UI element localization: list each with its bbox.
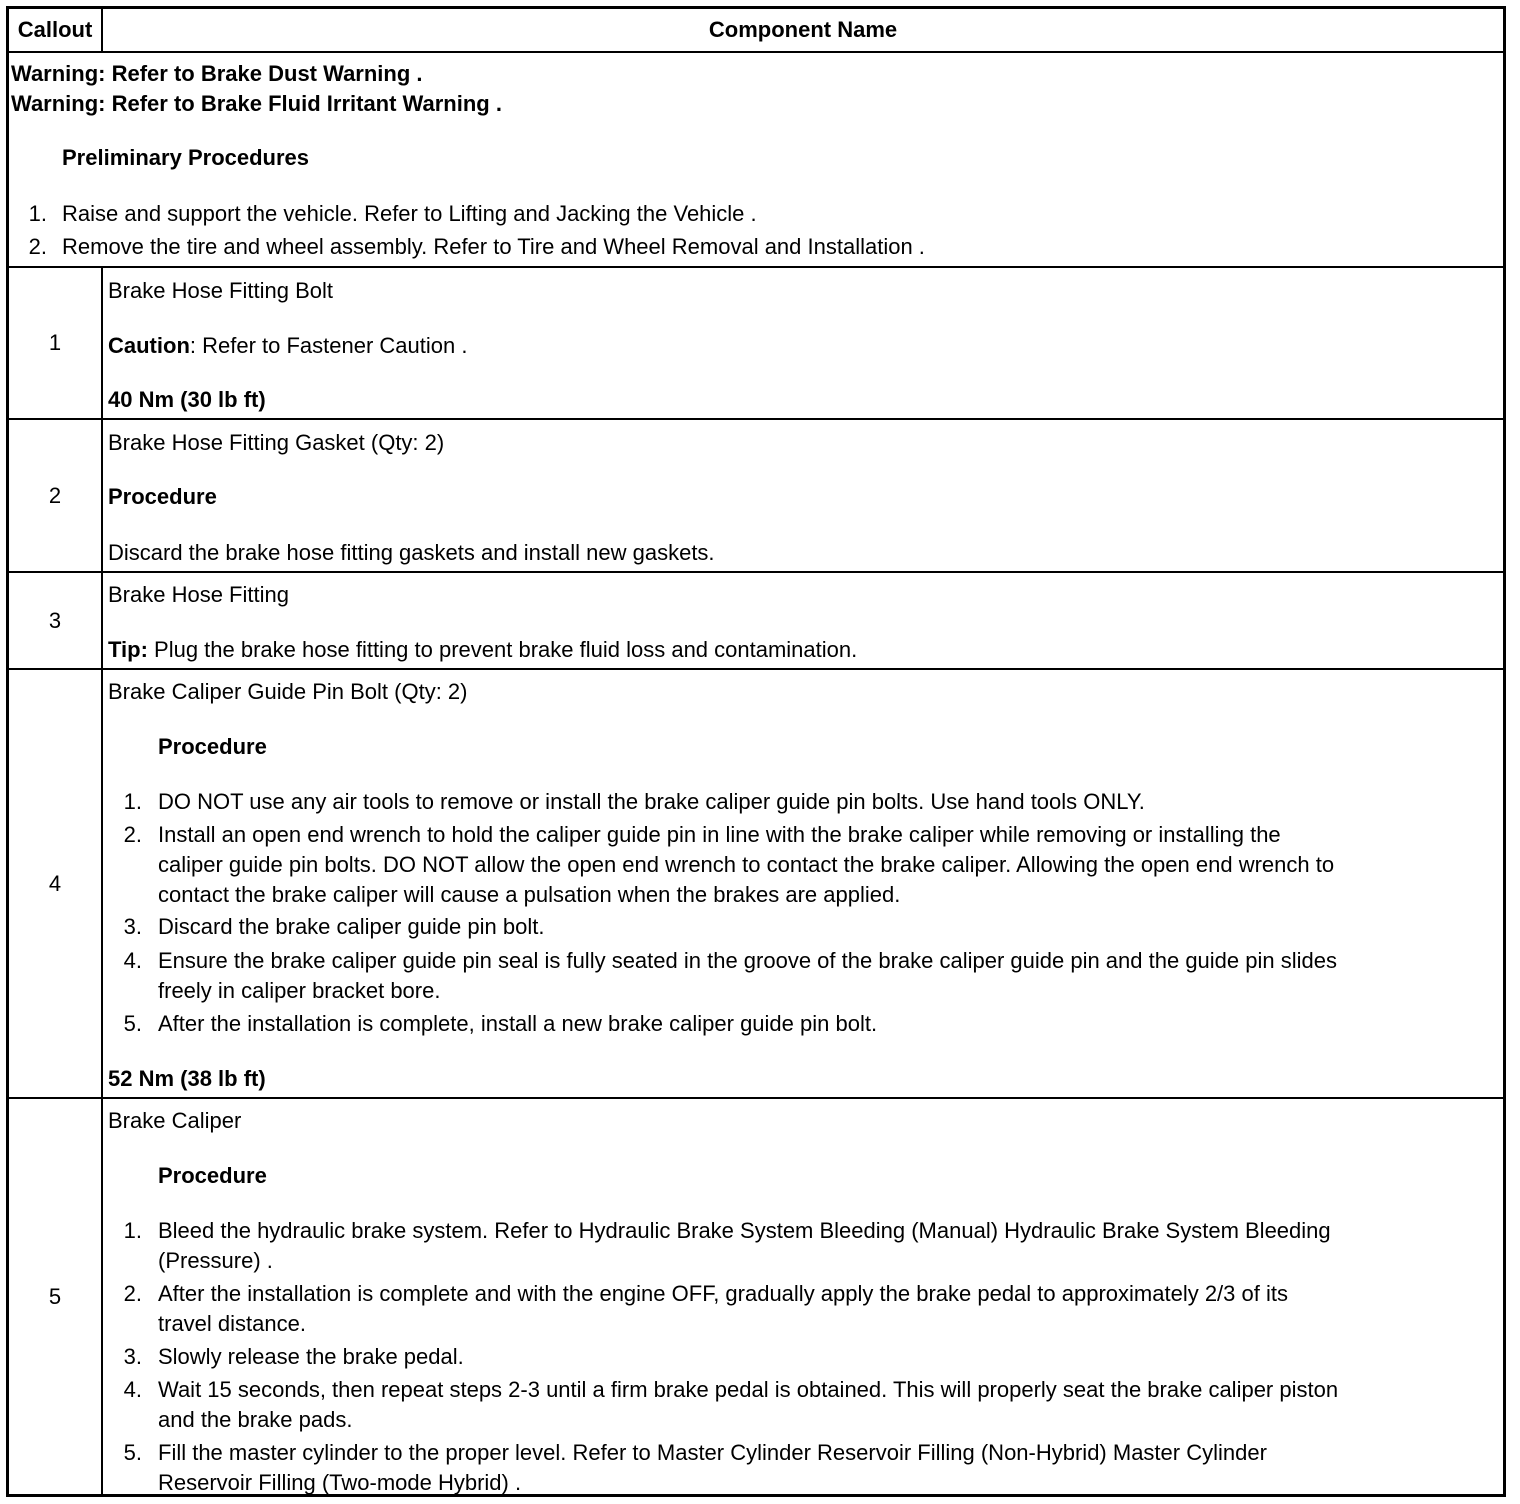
step-number: 4. <box>123 948 142 973</box>
tip-label: Tip: <box>108 637 148 662</box>
step-text: travel distance. <box>158 1311 306 1336</box>
prelim-step-2-text: Remove the tire and wheel assembly. Refer to Tire and Wheel Removal and Installation . <box>62 234 925 259</box>
step-text: Install an open end wrench to hold the caliper guide pin in line with the brake caliper while removing or installing the <box>158 822 1281 847</box>
component-name: Brake Hose Fitting Bolt <box>108 278 333 303</box>
step-number: 5. <box>123 1011 142 1036</box>
step-number: 2. <box>123 822 142 847</box>
torque-spec: 52 Nm (38 lb ft) <box>108 1066 266 1091</box>
step-number: 2. <box>123 1281 142 1306</box>
callout-cell <box>9 670 103 1097</box>
step-text: freely in caliper bracket bore. <box>158 978 441 1003</box>
step-number: 1. <box>123 1218 142 1243</box>
step-text: caliper guide pin bolts. DO NOT allow the open end wrench to contact the brake caliper. Allowing the open end wrench to <box>158 852 1335 877</box>
caution-line <box>108 333 467 359</box>
caution-label: Caution <box>108 333 190 358</box>
callout-number: 1 <box>48 330 62 355</box>
step-text: After the installation is complete and with the engine OFF, gradually apply the brake pedal to approximately 2/3 of its <box>158 1281 1288 1306</box>
component-table <box>6 6 1506 1497</box>
step-number: 5. <box>123 1440 142 1465</box>
component-name: Brake Hose Fitting Gasket (Qty: 2) <box>108 430 445 455</box>
step-text: Bleed the hydraulic brake system. Refer to Hydraulic Brake System Bleeding (Manual) Hydraulic Brake System Bleeding <box>158 1218 1331 1243</box>
step-text: Fill the master cylinder to the proper level. Refer to Master Cylinder Reservoir Filling (Non-Hybrid) Master Cylinder <box>158 1440 1267 1465</box>
step-text: Ensure the brake caliper guide pin seal is fully seated in the groove of the brake caliper guide pin and the guide pin slides <box>158 948 1337 973</box>
step-text: Wait 15 seconds, then repeat steps 2-3 until a firm brake pedal is obtained. This will properly seat the brake caliper piston <box>158 1377 1339 1402</box>
step-number: 3. <box>123 914 142 939</box>
callout-number: 2 <box>48 482 62 508</box>
callout-number: 4 <box>48 870 62 896</box>
procedure-label: Procedure <box>158 734 267 759</box>
tip-line <box>108 637 857 663</box>
table-row <box>9 668 1503 1097</box>
procedure-text: Discard the brake hose fitting gaskets and install new gaskets. <box>108 540 715 565</box>
callout-number: 3 <box>48 607 62 633</box>
callout-header-label: Callout <box>17 17 93 42</box>
preliminary-heading: Preliminary Procedures <box>62 145 310 170</box>
preamble-row <box>9 51 1503 266</box>
step-text: (Pressure) . <box>158 1248 273 1273</box>
prelim-step-1-text: Raise and support the vehicle. Refer to Lifting and Jacking the Vehicle . <box>62 201 757 226</box>
step-text: DO NOT use any air tools to remove or install the brake caliper guide pin bolts. Use hand tools ONLY. <box>158 789 1145 814</box>
step-text: contact the brake caliper will cause a pulsation when the brakes are applied. <box>158 882 901 907</box>
warning-fluid: Warning: Refer to Brake Fluid Irritant Warning . <box>11 91 502 116</box>
step-text: and the brake pads. <box>158 1407 353 1432</box>
step-text: Discard the brake caliper guide pin bolt. <box>158 914 545 939</box>
tip-text: Plug the brake hose fitting to prevent brake fluid loss and contamination. <box>147 637 858 662</box>
table-header-row <box>9 9 1503 51</box>
callout-number: 5 <box>48 1283 62 1309</box>
procedure-label: Procedure <box>108 484 217 509</box>
warning-dust: Warning: Refer to Brake Dust Warning . <box>11 61 423 86</box>
prelim-step-2-number: 2. <box>28 234 47 259</box>
table-row <box>9 266 1503 418</box>
torque-spec: 40 Nm (30 lb ft) <box>108 387 266 412</box>
procedure-label: Procedure <box>158 1163 267 1188</box>
step-text: Slowly release the brake pedal. <box>158 1344 464 1369</box>
component-header <box>103 9 1503 51</box>
component-name: Brake Caliper Guide Pin Bolt (Qty: 2) <box>108 679 468 704</box>
table-row <box>9 418 1503 571</box>
component-cell <box>103 573 1503 668</box>
component-cell <box>103 1099 1503 1494</box>
step-number: 3. <box>123 1344 142 1369</box>
step-text: Reservoir Filling (Two-mode Hybrid) . <box>158 1470 522 1495</box>
callout-cell <box>9 420 103 571</box>
component-cell <box>103 268 1503 418</box>
callout-cell <box>9 1099 103 1494</box>
callout-cell <box>9 268 103 418</box>
callout-cell <box>9 573 103 668</box>
component-name: Brake Caliper <box>108 1108 242 1133</box>
step-number: 1. <box>123 789 142 814</box>
component-cell <box>103 420 1503 571</box>
prelim-step-1-number: 1. <box>28 201 47 226</box>
caution-text: : Refer to Fastener Caution . <box>189 333 468 358</box>
component-name: Brake Hose Fitting <box>108 582 289 607</box>
table-row <box>9 571 1503 668</box>
step-text: After the installation is complete, install a new brake caliper guide pin bolt. <box>158 1011 878 1036</box>
callout-header <box>9 9 103 51</box>
table-row <box>9 1097 1503 1494</box>
component-cell <box>103 670 1503 1097</box>
step-number: 4. <box>123 1377 142 1402</box>
component-header-label: Component Name <box>708 17 898 42</box>
